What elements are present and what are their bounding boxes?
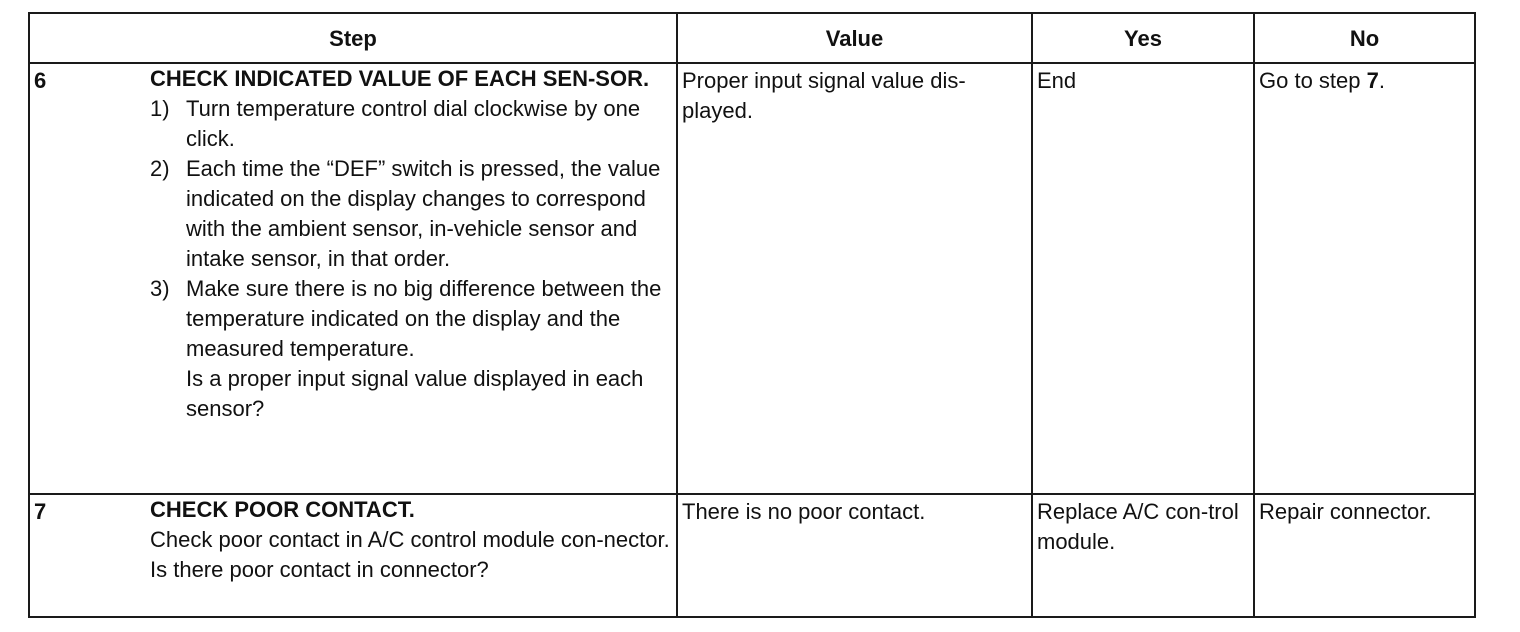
item-number: 3) [150,276,170,301]
step-7-yes: Replace A/C con-trol module. [1032,494,1254,617]
step-6-item-2 [150,154,674,274]
step-6-value: Proper input signal value dis-played. [677,63,1032,494]
step-7-title: CHECK POOR CONTACT. [150,497,415,522]
step-6-yes: End [1032,63,1254,494]
step-7-question: Is there poor contact in connector? [150,557,489,582]
diagnostic-table [28,12,1476,618]
table-row-step-7 [29,494,1475,617]
step-7-cell [29,494,677,617]
step-number: 6 [34,68,47,93]
step-7-value: There is no poor contact. [677,494,1032,617]
step-6-question: Is a proper input signal value displayed in each sensor? [186,366,644,421]
item-number: 2) [150,156,170,181]
step-reference: 7 [1366,68,1379,93]
step-6-item-3 [150,274,674,364]
step-6-no [1254,63,1475,494]
step-6-title: CHECK INDICATED VALUE OF EACH SEN-SOR. [150,66,650,91]
header-step: Step [29,13,677,63]
item-text: Make sure there is no big difference between the temperature indicated on the display and the measured temperature. [186,276,662,361]
step-6-item-1 [150,94,674,154]
table-row-step-6 [29,63,1475,494]
table-header-row [29,13,1475,63]
step-7-body [150,495,676,585]
no-action-suffix: . [1378,68,1385,93]
item-text: Turn temperature control dial clockwise by one click. [186,96,641,151]
step-number: 7 [34,499,47,524]
header-value: Value [677,13,1032,63]
step-7-detail: Check poor contact in A/C control module con-nector. [150,527,670,552]
header-yes: Yes [1032,13,1254,63]
no-action-text: Go to step [1259,68,1367,93]
step-6-body [150,64,676,424]
item-number: 1) [150,96,170,121]
item-text: Each time the “DEF” switch is pressed, the value indicated on the display changes to correspond with the ambient sensor, in-vehicle sensor and intake sensor, in that order. [186,156,661,271]
step-6-cell [29,63,677,494]
header-no: No [1254,13,1475,63]
step-7-no: Repair connector. [1254,494,1475,617]
